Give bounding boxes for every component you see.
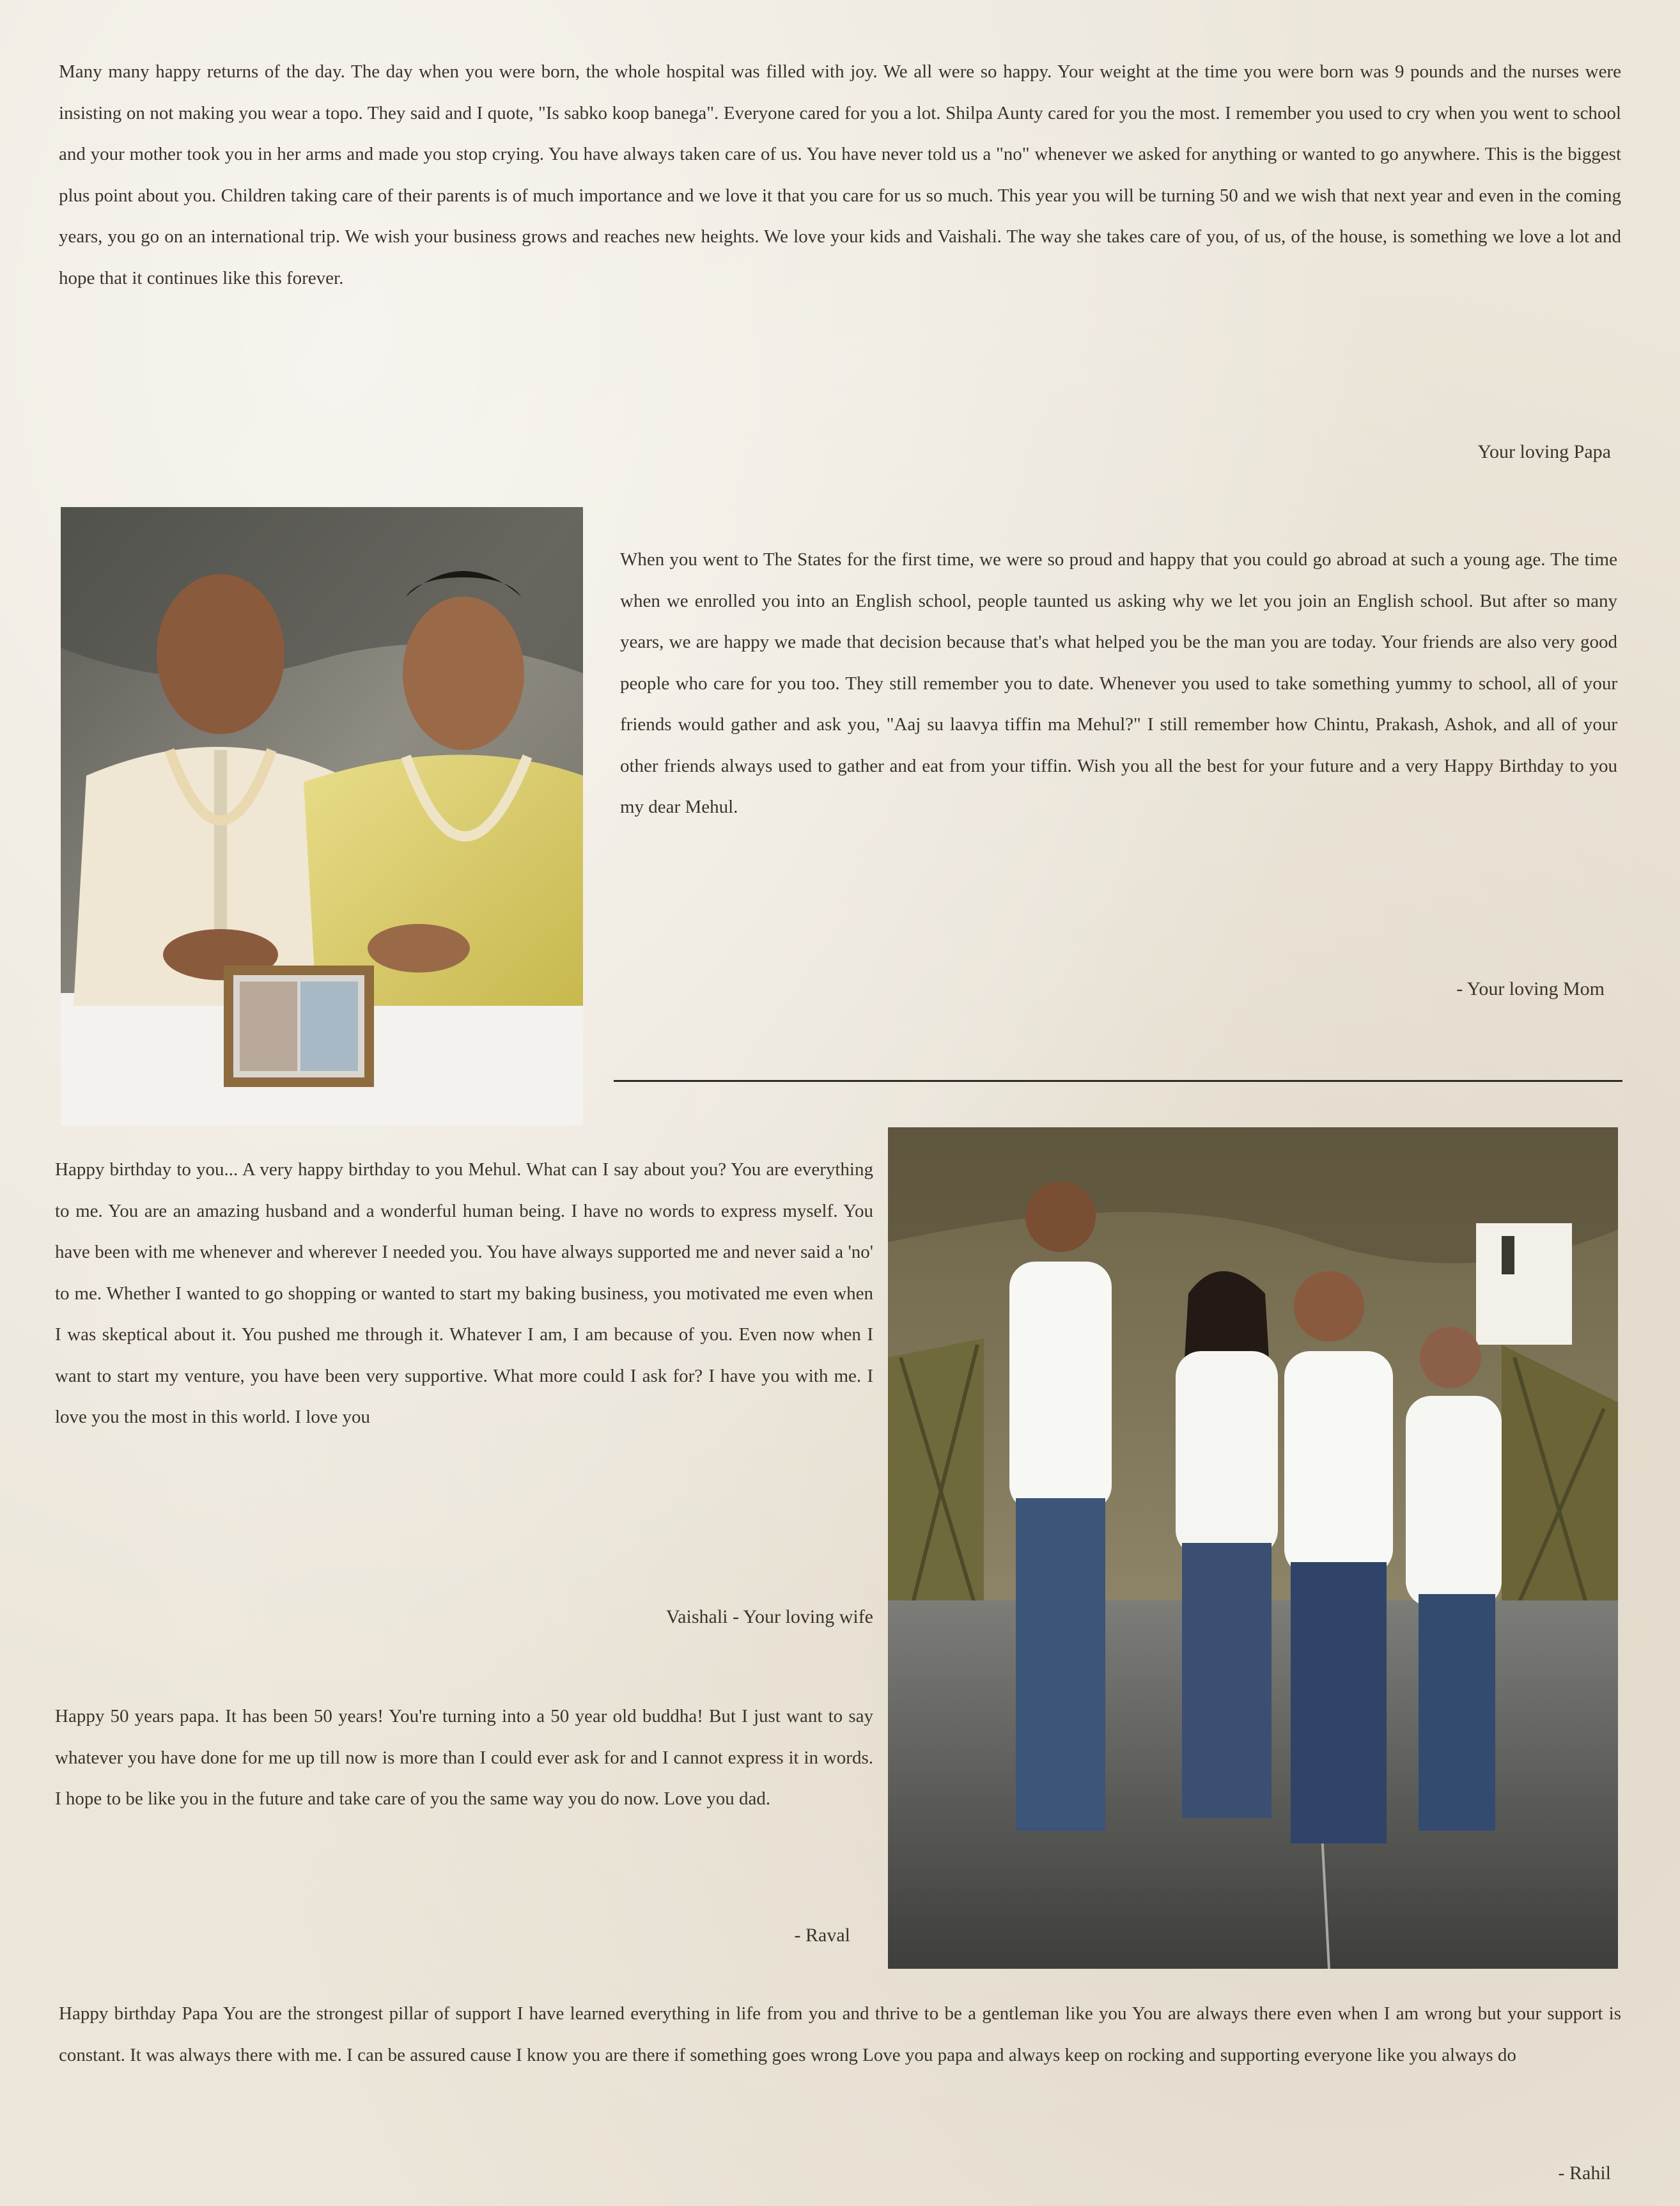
papa-message: Many many happy returns of the day. The day when you were born, the whole hospital was filled with joy. We all were so happy. Your weight at the time you were born was 9 pounds and the nurses were insisting on not making you wear a topo. They said and I quote, "Is sabko koop banega". Everyone cared for you a lot. Shilpa Aunty cared for you the most. I remember you used to cry when you went to school and your mother took you in her arms and made you stop crying. You have always taken care of us. You have never told us a "no" whenever we asked for anything or wanted to go anywhere. This is the biggest plus point about you. Children taking care of their parents is of much importance and we love it that you care for us so much. This year you will be turning 50 and we wish that next year and even in the coming years, you go on an international trip. We wish your business grows and reaches new heights. We love your kids and Vaishali. The way she takes care of you, of us, of the house, is something we love a lot and hope that it continues like this forever.: [59, 61, 1621, 288]
son-signature: - Raval: [794, 1925, 850, 1946]
son-message: Happy 50 years papa. It has been 50 years! You're turning into a 50 year old buddha! But I just want to say whatever you have done for me up till now is more than I could ever ask for and I cannot express it in words. I hope to be like you in the future and take care of you the same way you do now. Love you dad.: [55, 1706, 873, 1809]
rahil-message: Happy birthday Papa You are the strongest pillar of support I have learned everything in life from you and thrive to be a gentleman like you You are always there even when I am wrong but your support is constant. It was always there with me. I can be assured cause I know you are there if something goes wrong Love you papa and always keep on rocking and supporting everyone like you always do: [59, 2003, 1621, 2065]
wife-message: Happy birthday to you... A very happy birthday to you Mehul. What can I say about you? You are everything to me. You are an amazing husband and a wonderful human being. I have no words to express myself. You have been with me whenever and wherever I needed you. You have always supported me and never said a 'no' to me. Whether I wanted to go shopping or wanted to start my baking business, you motivated me even when I was skeptical about it. You pushed me through it. Whatever I am, I am because of you. Even now when I want to start my venture, you have been very supportive. What more could I ask for? I have you with me. I love you the most in this world. I love you: [55, 1159, 873, 1427]
mom-signature: - Your loving Mom: [1456, 978, 1605, 999]
wife-signature: Vaishali - Your loving wife: [665, 1606, 873, 1627]
mom-message: When you went to The States for the first time, we were so proud and happy that you could go abroad at such a young age. The time when we enrolled you into an English school, people taunted us asking why we let you join an English school. But after so many years, we are happy we made that decision because that's what helped you be the man you are today. Your friends are also very good people who care for you too. They still remember you to date. Whenever you used to take something yummy to school, all of your friends would gather and ask you, "Aaj su laavya tiffin ma Mehul?" I still remember how Chintu, Prakash, Ashok, and all of your other friends always used to gather and eat from your tiffin. Wish you all the best for your future and a very Happy Birthday to you my dear Mehul.: [620, 549, 1617, 817]
rahil-signature: - Rahil: [1558, 2163, 1611, 2184]
papa-signature: Your loving Papa: [1477, 441, 1611, 462]
grandparents-photo: [61, 507, 583, 1125]
divider-line: [614, 1080, 1622, 1082]
family-photo: [888, 1127, 1618, 1969]
